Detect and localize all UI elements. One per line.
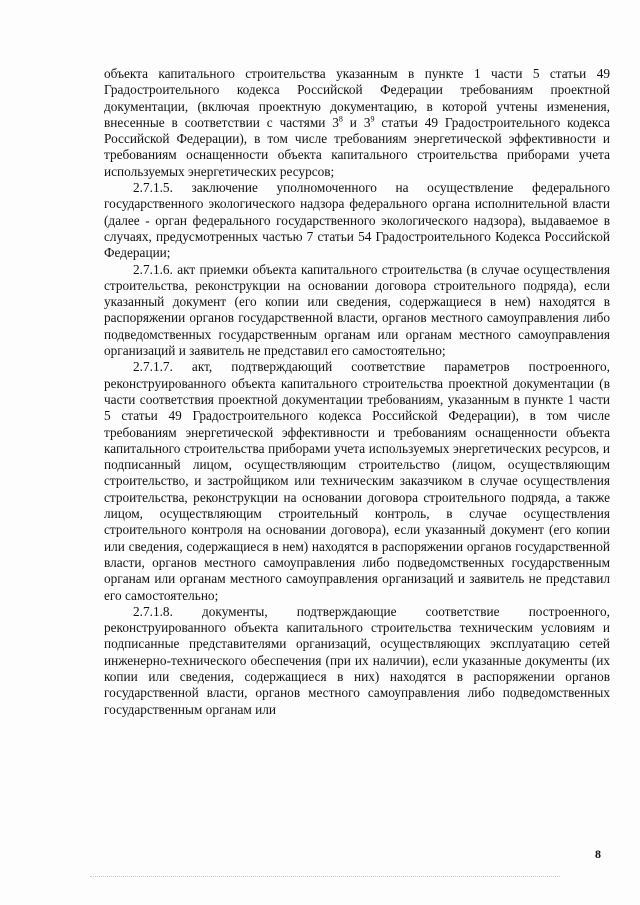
paragraph-text: объекта капитального строительства указанным в пункте 1 части 5 статьи 49 Градостроительного кодекса Российской Федерации требованиям проектной документации, (включая проектную документацию, в которой учтены изменения, внесенные в соответствии с частями 3: [104, 66, 610, 130]
paragraph-text: и 3: [342, 114, 371, 130]
paragraph-2-7-1-8: 2.7.1.8. документы, подтверждающие соответствие построенного, реконструированного объекта капитального строительства техническим условиям и подписанные представителями организаций, осуществляющих эксплуатацию сетей инженерно-технического обеспечения (при их наличии), если указанные документы (их копии или сведения, содержащиеся в них) находятся в распоряжении органов государственной власти, органов местного самоуправления либо подведомственных государственным органам или: [104, 603, 610, 717]
paragraph-2-7-1-5: 2.7.1.5. заключение уполномоченного на осуществление федерального государственного экологического надзора федерального органа исполнительной власти (далее - орган федерального государственного экологического надзора), выдаваемое в случаях, предусмотренных частью 7 статьи 54 Градостроительного Кодекса Российской Федерации;: [104, 180, 610, 261]
page-number: 8: [595, 847, 601, 861]
scan-artifact-line: [90, 876, 560, 879]
superscript: 9: [370, 114, 375, 124]
paragraph-text: статьи 49 Градостроительного кодекса Российской Федерации), в том числе требованиям энергетической эффективности и требованиям оснащенности объекта капитального строительства приборами учета используемых энергетических ресурсов;: [104, 114, 610, 179]
document-body: [104, 66, 610, 718]
paragraph-continuation: [104, 66, 610, 180]
superscript: 8: [338, 114, 343, 124]
paragraph-2-7-1-7: 2.7.1.7. акт, подтверждающий соответствие параметров построенного, реконструированного объекта капитального строительства проектной документации (в части соответствия проектной документации требованиям, указанным в пункте 1 части 5 статьи 49 Градостроительного кодекса Российской Федерации), в том числе требованиям энергетической эффективности и требованиям оснащенности объекта капитального строительства приборами учета используемых энергетических ресурсов, и подписанный лицом, осуществляющим строительство (лицом, осуществляющим строительство, и застройщиком или техническим заказчиком в случае осуществления строительства, реконструкции на основании договора строительного подряда, а также лицом, осуществляющим строительный контроль, в случае осуществления строительного контроля на основании договора), если указанный документ (его копии или сведения, содержащиеся в нем) находятся в распоряжении органов государственной власти, органов местного самоуправления либо подведомственных государственным органам или органам местного самоуправления организаций и заявитель не представил его самостоятельно;: [104, 359, 610, 603]
paragraph-2-7-1-6: 2.7.1.6. акт приемки объекта капитального строительства (в случае осуществления строительства, реконструкции на основании договора строительного подряда), если указанный документ (его копии или сведения, содержащиеся в нем) находятся в распоряжении органов государственной власти, органов местного самоуправления либо подведомственных государственным органам или органам местного самоуправления организаций и заявитель не представил его самостоятельно;: [104, 261, 610, 359]
